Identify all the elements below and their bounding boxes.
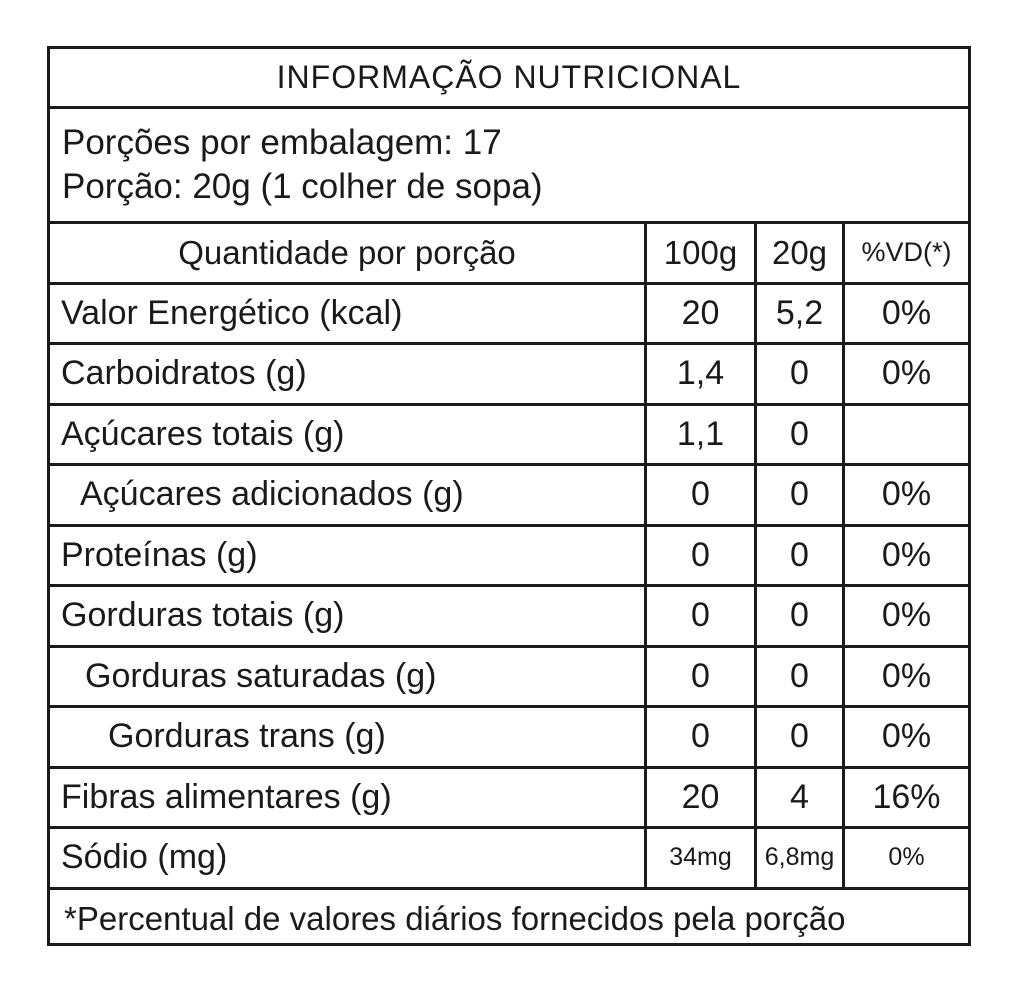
value-vd bbox=[845, 406, 968, 464]
value-100g: 0 bbox=[647, 466, 757, 524]
table-row bbox=[50, 648, 968, 709]
value-vd: 0% bbox=[881, 293, 932, 332]
value-vd: 0% bbox=[888, 843, 925, 872]
value-100g: 0 bbox=[647, 708, 757, 766]
value-vd: 0% bbox=[881, 354, 932, 393]
value-20g: 5,2 bbox=[757, 285, 845, 343]
table-row bbox=[50, 769, 968, 830]
portion-info bbox=[50, 109, 968, 224]
table-header-row bbox=[50, 224, 968, 285]
nutrient-name: Sódio (mg) bbox=[50, 829, 647, 887]
nutrient-name: Fibras alimentares (g) bbox=[50, 769, 647, 827]
value-20g: 0 bbox=[757, 466, 845, 524]
table-row bbox=[50, 345, 968, 406]
value-vd: 0% bbox=[881, 535, 932, 574]
nutrition-facts-table bbox=[47, 46, 971, 946]
value-20g: 0 bbox=[757, 648, 845, 706]
nutrient-name: Valor Energético (kcal) bbox=[50, 285, 647, 343]
value-vd: 0% bbox=[881, 656, 932, 695]
nutrient-name: Gorduras trans (g) bbox=[50, 708, 647, 766]
nutrient-name: Açúcares adicionados (g) bbox=[50, 466, 647, 524]
table-row bbox=[50, 527, 968, 588]
table-title: INFORMAÇÃO NUTRICIONAL bbox=[50, 49, 968, 109]
value-100g: 0 bbox=[647, 527, 757, 585]
value-20g: 0 bbox=[757, 527, 845, 585]
value-100g: 1,1 bbox=[647, 406, 757, 464]
value-vd: 16% bbox=[872, 777, 941, 816]
portion-size: Porção: 20g (1 colher de sopa) bbox=[62, 167, 543, 206]
value-100g: 34mg bbox=[647, 829, 757, 887]
header-name: Quantidade por porção bbox=[50, 224, 647, 282]
value-20g: 6,8mg bbox=[757, 829, 845, 887]
table-row bbox=[50, 708, 968, 769]
table-row bbox=[50, 587, 968, 648]
value-20g: 0 bbox=[757, 587, 845, 645]
table-row bbox=[50, 466, 968, 527]
footnote: *Percentual de valores diários fornecidos pela porção bbox=[64, 899, 846, 937]
nutrient-name: Açúcares totais (g) bbox=[50, 406, 647, 464]
portions-per-package: Porções por embalagem: 17 bbox=[62, 123, 502, 162]
value-vd: 0% bbox=[881, 717, 932, 756]
value-100g: 0 bbox=[647, 648, 757, 706]
table-row bbox=[50, 406, 968, 467]
value-20g: 4 bbox=[757, 769, 845, 827]
value-vd: 0% bbox=[881, 596, 932, 635]
nutrient-name: Gorduras saturadas (g) bbox=[50, 648, 647, 706]
nutrient-name: Gorduras totais (g) bbox=[50, 587, 647, 645]
header-vd: %VD(*) bbox=[861, 237, 952, 268]
nutrient-name: Proteínas (g) bbox=[50, 527, 647, 585]
nutrient-name: Carboidratos (g) bbox=[50, 345, 647, 403]
value-20g: 0 bbox=[757, 406, 845, 464]
header-20g: 20g bbox=[757, 224, 845, 282]
value-100g: 20 bbox=[647, 285, 757, 343]
value-vd: 0% bbox=[881, 475, 932, 514]
value-20g: 0 bbox=[757, 708, 845, 766]
table-row bbox=[50, 285, 968, 346]
value-100g: 0 bbox=[647, 587, 757, 645]
table-row bbox=[50, 829, 968, 890]
header-100g: 100g bbox=[647, 224, 757, 282]
value-100g: 20 bbox=[647, 769, 757, 827]
value-20g: 0 bbox=[757, 345, 845, 403]
value-100g: 1,4 bbox=[647, 345, 757, 403]
